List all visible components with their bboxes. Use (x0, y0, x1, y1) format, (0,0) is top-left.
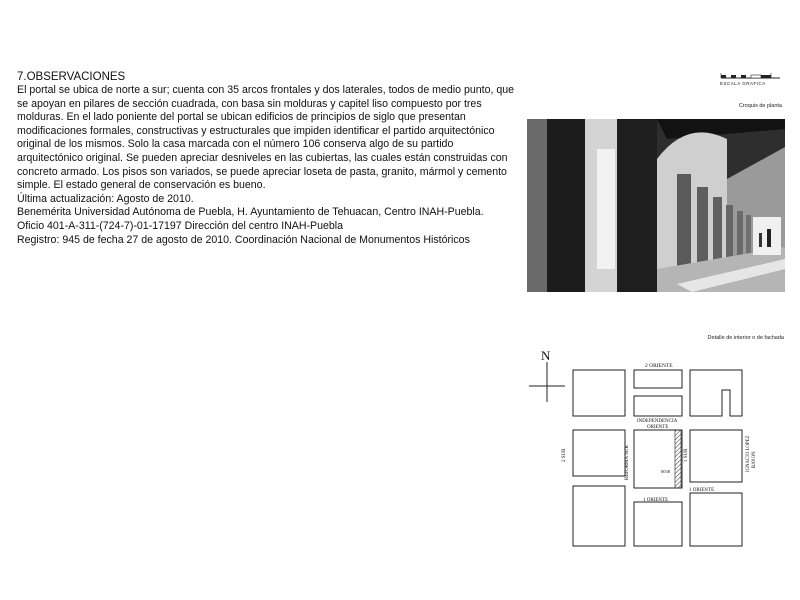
location-map (527, 350, 800, 600)
street-1-oriente-bottom: 1 ORIENTE (643, 498, 669, 503)
office-reference: Oficio 401-A-311-(724-7)-01-17197 Dirección del centro INAH-Puebla (17, 219, 344, 232)
plan-caption: Croquis de planta (738, 103, 782, 109)
portal-hatch (675, 430, 681, 488)
street-independencia-oriente: ORIENTE (647, 425, 669, 430)
detail-caption: Detalle de interior o de fachada (707, 335, 784, 341)
street-2-sur: 2 SUR (562, 448, 567, 462)
street-ignacio-lopez: IGNACIO LOPEZ (746, 435, 751, 472)
street-1-sur: 1 SUR (684, 448, 689, 462)
north-arrow-icon (529, 350, 565, 402)
section-title: 7.OBSERVACIONES (17, 71, 126, 83)
graphic-scale (720, 70, 782, 92)
institution-credit: Benemérita Universidad Autónoma de Puebla, H. Ayuntamiento de Tehuacan, Centro INAH-Puebla. (17, 206, 484, 219)
registry-note: Registro: 945 de fecha 27 de agosto de 2010. Coordinación Nacional de Monumentos Históricos (17, 233, 470, 246)
street-1-oriente-right: 1 ORIENTE (689, 488, 715, 493)
last-update: Última actualización: Agosto de 2010. (17, 192, 194, 205)
street-independencia: INDEPENDENCIA (637, 419, 678, 424)
block-code: 0038 (661, 469, 670, 474)
portal-photo (527, 119, 785, 292)
street-2-oriente: 2 ORIENTE (645, 363, 673, 369)
observations-section (17, 70, 517, 247)
description-paragraph: El portal se ubica de norte a sur; cuenta con 35 arcos frontales y dos laterales, todos de medio punto, que se apoyan en pilares de sección cuadrada, con basa sin molduras y capitel liso compuesto por tres molduras. En el lado poniente del portal se ubican edificios de principios de siglo que presentan modificaciones formales, constructivas y estructurales que impiden identificar el partido arquitectónico original de los mismos. Solo la casa marcada con el número 106 conserva algo de su partido arquitectónico original. Se pueden apreciar desniveles en las cubiertas, las cuales están construidas con concreto armado. Los pisos son variados, se puede apreciar loseta de pasta, granito, mármol y cemento simple. El estado general de conservación es bueno. (17, 84, 515, 192)
north-label: N (541, 350, 551, 363)
scale-label: ESCALA GRAFICA (720, 81, 766, 86)
street-reforma-sur: REFORMA SUR (625, 445, 630, 480)
street-rayon: RAYON (752, 451, 757, 468)
